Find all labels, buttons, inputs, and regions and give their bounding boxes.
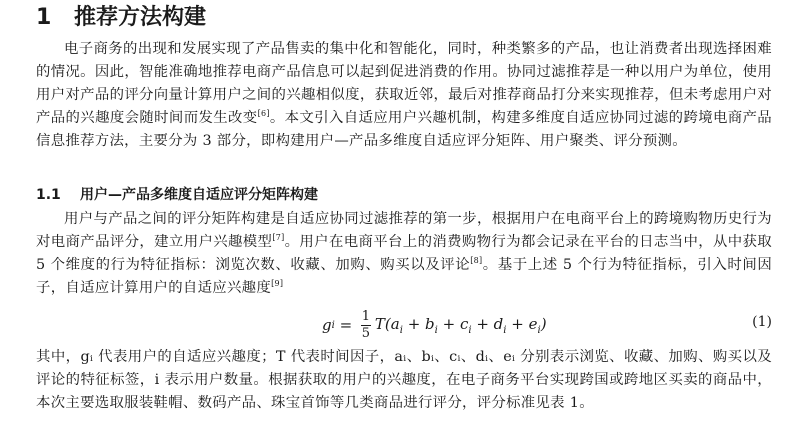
- equation-term: + e: [506, 314, 538, 333]
- equation-lhs-sub: i: [331, 319, 335, 331]
- matrix-text-b: 。用户在电商平台上的消费购物行为都会记录在平台的日志当中，从中获取 5 个维度的行为特征指标：浏览次数、收藏、加购、购买以及评论: [36, 234, 772, 273]
- equation-term: + b: [402, 314, 435, 333]
- fraction-numerator: 1: [361, 308, 371, 324]
- citation-9: [9]: [271, 279, 284, 289]
- section-title: 推荐方法构建: [74, 5, 207, 30]
- equation-term: + c: [437, 314, 469, 333]
- variables-paragraph: 其中，gᵢ 代表用户的自适应兴趣度；T 代表时间因子，aᵢ、bᵢ、cᵢ、dᵢ、eᵢ 分别表示浏览、收藏、加购、购买以及评论的特征标签，i 表示用户数量。根据获取的用户的兴趣度，在电子商务平台实现跨国或跨地区买卖的商品中，本次主要选取服装鞋帽、数码产品、珠宝首饰等几类商品进行评分，评分标准见表 1。: [36, 349, 772, 411]
- equation-lhs: g: [322, 316, 332, 334]
- equation-subscript: i: [434, 324, 438, 336]
- equation-subscript: i: [503, 324, 507, 336]
- citation-8: [8]: [470, 256, 483, 266]
- subsection-number: 1.1: [36, 187, 61, 203]
- matrix-paragraph: [36, 208, 772, 302]
- equation-term: T(a: [374, 314, 400, 333]
- equation-block: [36, 304, 772, 346]
- citation-6: [6]: [257, 109, 270, 119]
- section-number: 1: [36, 5, 52, 30]
- equation-rhs: [375, 315, 547, 336]
- equation-subscript: i: [399, 324, 403, 336]
- matrix-text-a: 用户与产品之间的评分矩阵构建是自适应协同过滤推荐的第一步，根据用户在电商平台上的跨境购物历史行为对电商产品评分，建立用户兴趣模型: [36, 211, 772, 250]
- fraction-denominator: 5: [361, 325, 371, 341]
- intro-text-tail: 。本文引入自适应用户兴趣机制，构建多维度自适应协同过滤的跨境电商产品信息推荐方法，主要分为 3 部分，即构建用户—产品多维度自适应评分矩阵、用户聚类、评分预测。: [36, 110, 772, 149]
- equation-subscript: i: [537, 324, 541, 336]
- equation-term: + d: [471, 314, 504, 333]
- equation: [322, 308, 547, 342]
- equation-number: (1): [752, 314, 772, 330]
- subsection-title: 用户—产品多维度自适应评分矩阵构建: [80, 187, 318, 203]
- matrix-text-c: 。基于上述 5 个行为特征指标，引入时间因子，自适应计算用户的自适应兴趣度: [36, 257, 773, 296]
- equation-equals: =: [334, 316, 357, 334]
- equation-term: ): [540, 314, 547, 333]
- intro-paragraph: [36, 38, 772, 176]
- intro-text: 电子商务的出现和发展实现了产品售卖的集中化和智能化，同时，种类繁多的产品，也让消费者出现选择困难的情况。因此，智能准确地推荐电商产品信息可以起到促进消费的作用。协同过滤推荐是一种以用户为单位，使用用户对产品的评分向量计算用户之间的兴趣相似度，获取近邻，最后对推荐商品打分来实现推荐，但未考虑用户对产品的兴趣度会随时间而发生改变: [36, 41, 772, 126]
- section-heading: [36, 2, 206, 34]
- subsection-heading: [36, 184, 318, 206]
- citation-7: [7]: [272, 233, 285, 243]
- equation-fraction: [361, 310, 371, 341]
- equation-subscript: i: [468, 324, 472, 336]
